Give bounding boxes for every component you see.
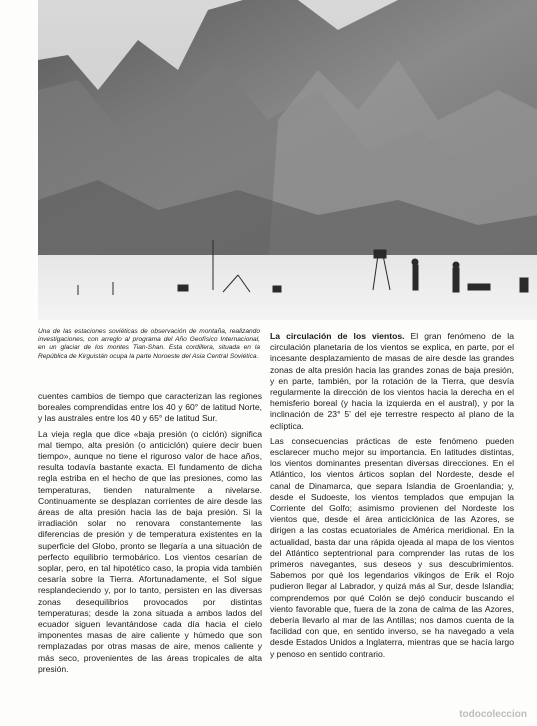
paragraph: cuentes cambios de tiempo que caracterizan las regiones boreales comprendidas entre los 40 y 60° de latitud Norte, y las australes entre los 40 y 65° de latitud Sur.	[38, 391, 262, 424]
paragraph	[270, 331, 514, 432]
left-column	[38, 391, 262, 679]
section-heading: La circulación de los vientos.	[270, 331, 405, 341]
paragraph-body: El gran fenómeno de la circulación planetaria de los vientos se explica, en parte, por el incesante desplazamiento de masas de aire desde las grandes zonas de alta presión hacia las grandes zonas de baja presión, y en parte, también, por la rotación de la Tierra, que desvía regularmente la dirección de los vientos hacia la derecha en el hemisferio boreal (y hacia la izquierda en el austral), y por la inclinación de 23° 5' del eje terrestre respecto al plano de la eclíptica.	[270, 331, 514, 431]
mountain-photo	[38, 0, 537, 320]
right-column	[270, 331, 514, 664]
paragraph: La vieja regla que dice «baja presión (o ciclón) significa mal tiempo, alta presión (o anticiclón) quiere decir buen tiempo», aunque no tiene el riguroso valor de hace años, resulta todavía bastante exacta. El fundamento de dicha regla estriba en el hecho de que las presiones, como las temperaturas, tienden naturalmente a nivelarse. Continuamente se desplazan corrientes de aire desde las áreas de alta presión hacia las de baja presión. Si la irradiación solar no renovara constantemente las diferencias de presión y de temperatura existentes en la superficie del Globo, pronto se llegaría a una situación de perfecto equilibrio termobárico. Los vientos cesarían de soplar, pero, en tal hipotético caso, la propia vida también cesaría sobre la Tierra. Afortunadamente, el Sol sigue resplandeciendo y, por lo tanto, persisten en las diversas zonas desequilibrios provocados por distintas temperaturas; desde la zona situada a ambos lados del ecuador siguen levantándose cada día hacia el cielo imponentes masas de aire caliente y húmedo que son remplazadas por otras masas de aire, menos caliente y más seco, provenientes de las áreas tropicales de alta presión.	[38, 428, 262, 674]
paragraph: Las consecuencias prácticas de este fenómeno pueden esclarecer mucho mejor su importancia. En latitudes distintas, los vientos dominantes presentan diversas direcciones. En el Atlántico, los vientos árticos soplan del Nordeste, desde el canal de Dinamarca, que separa Islandia de Groenlandia; y, desde el Sudoeste, los vientos templados que empujan la Corriente del Golfo; asimismo provienen del Nordeste los vientos que, desde el área anticiclónica de las Azores, se dirigen a las costas ecuatoriales de América meridional. En la actualidad, basta dar una rápida ojeada al mapa de los vientos del Atlántico septentrional para comprender las rutas de los primeros navegantes, sus deseos y sus descubrimientos. Sabemos por qué los legendarios vikingos de Erik el Rojo pudieron llegar al Labrador, y quizá más al Sur, desde Islandia; comprendemos por qué Colón se dejó conducir buscando el viento favorable que, fuera de la zona de calma de las Azores, debería llevarlo al mar de las Antillas; nos damos cuenta de la facilidad con que, en sentido inverso, se ha navegado a vela desde Estados Unidos a Inglaterra, mientras que se hacía largo y penoso en sentido contrario.	[270, 435, 514, 659]
photo-caption: Una de las estaciones soviéticas de observación de montaña, realizando investigaciones, con arreglo al programa del Año Geofísico Internacional, en un glaciar de los montes Tian-Shan. Esta cordillera, situada en la República de Kirguistán ocupa la parte Noroeste del Asia Central Soviética.	[38, 328, 260, 360]
glacier-station-image	[38, 0, 537, 320]
watermark: todocoleccion	[459, 709, 527, 720]
